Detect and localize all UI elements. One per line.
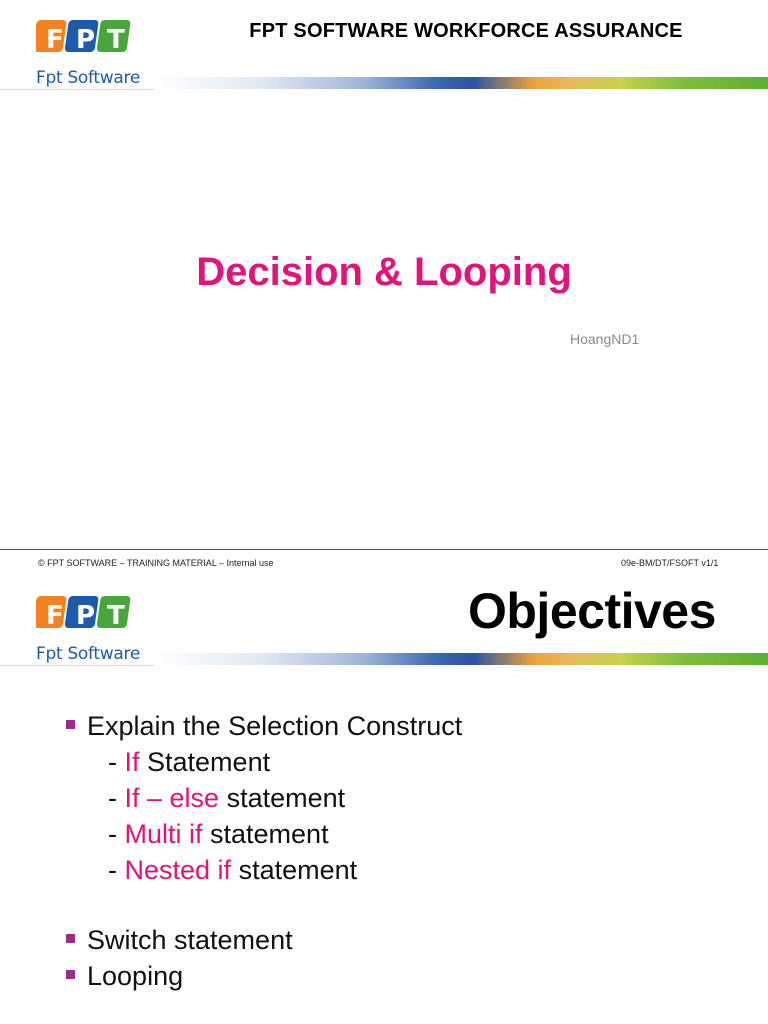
svg-text:P: P: [76, 25, 96, 55]
header-divider: [0, 665, 154, 666]
slide-title: Objectives: [468, 583, 716, 639]
author-name: HoangND1: [570, 331, 640, 347]
fpt-logo-icon: [36, 588, 136, 638]
list-item: [66, 922, 462, 958]
bullet-icon: [66, 720, 75, 729]
bullet-text: Looping: [87, 961, 184, 991]
sub-list-item: [66, 780, 462, 816]
slide-title: Decision & Looping: [196, 250, 572, 294]
fpt-logo: [36, 588, 140, 664]
svg-text:T: T: [107, 601, 125, 631]
sub-text: statement: [231, 855, 358, 885]
footer-rule: [0, 549, 768, 550]
bullet-text: Switch statement: [87, 925, 293, 955]
svg-text:F: F: [46, 601, 64, 631]
list-item: [66, 708, 462, 744]
spacer: [66, 888, 462, 922]
sub-list-item: [66, 852, 462, 888]
sub-text: Statement: [139, 747, 271, 777]
header-stripe: [154, 653, 768, 665]
keyword-text: If – else: [124, 783, 220, 813]
dash-text: -: [108, 783, 125, 813]
logo-text: Fpt Software: [36, 644, 140, 664]
bullet-icon: [66, 934, 75, 943]
dash-text: -: [108, 747, 125, 777]
sub-text: statement: [202, 819, 329, 849]
bullet-icon: [66, 970, 75, 979]
objectives-slide: [0, 576, 768, 1024]
logo-text: Fpt Software: [36, 68, 140, 88]
footer-doc-code: 09e-BM/DT/FSOFT v1/1: [621, 558, 719, 568]
sub-list-item: [66, 744, 462, 780]
keyword-text: Multi if: [124, 819, 203, 849]
footer-copyright: © FPT SOFTWARE – TRAINING MATERIAL – Internal use: [38, 558, 274, 568]
sub-text: statement: [219, 783, 346, 813]
svg-text:P: P: [76, 601, 96, 631]
keyword-text: If: [124, 747, 140, 777]
keyword-text: Nested if: [124, 855, 232, 885]
header-stripe: [154, 77, 768, 89]
fpt-logo-icon: [36, 12, 136, 62]
objectives-list: [66, 708, 462, 994]
list-item: [66, 958, 462, 994]
bullet-text: Explain the Selection Construct: [87, 711, 463, 741]
dash-text: -: [108, 819, 125, 849]
svg-text:T: T: [107, 25, 125, 55]
svg-text:F: F: [46, 25, 64, 55]
fpt-logo: [36, 12, 140, 88]
sub-list-item: [66, 816, 462, 852]
header-title: FPT SOFTWARE WORKFORCE ASSURANCE: [249, 20, 683, 42]
dash-text: -: [108, 855, 125, 885]
header-divider: [0, 89, 154, 90]
